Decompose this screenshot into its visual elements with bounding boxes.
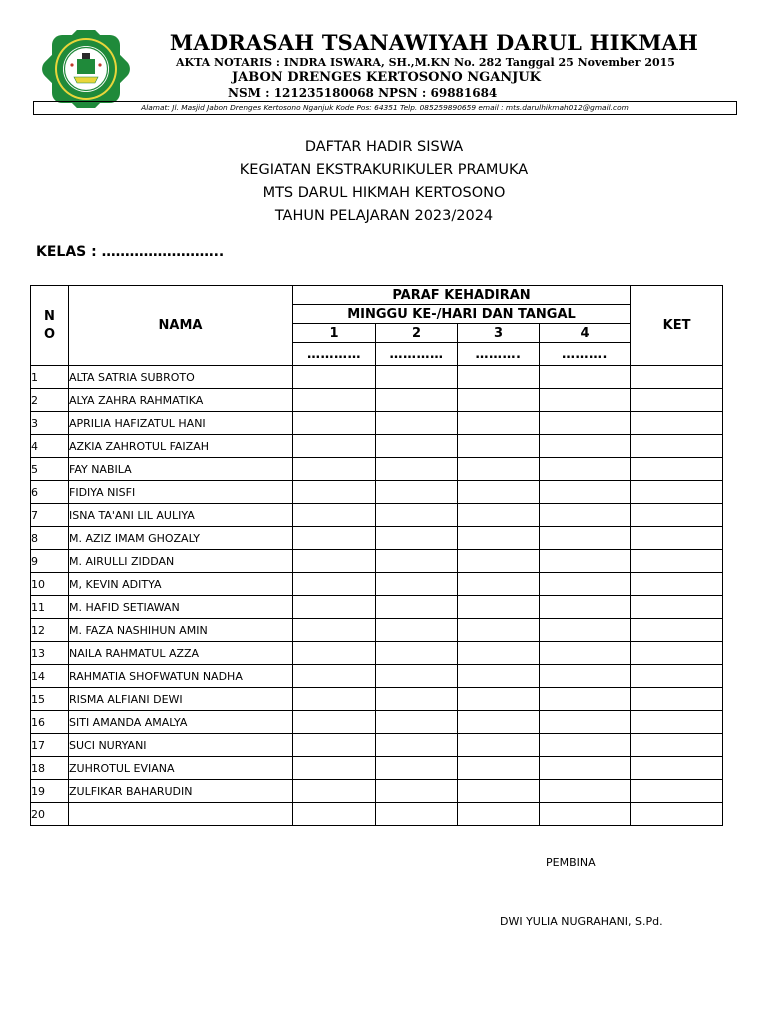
row-number: 17 [31,734,69,757]
header-no: N O [31,286,69,366]
paraf-week-3-cell [458,481,540,504]
paraf-week-2-cell [376,642,458,665]
paraf-week-1-cell [293,527,376,550]
paraf-week-2-cell [376,688,458,711]
row-number: 3 [31,412,69,435]
table-row [31,481,723,504]
table-row [31,780,723,803]
paraf-week-3-cell [458,596,540,619]
paraf-week-1-cell [293,642,376,665]
row-number: 19 [31,780,69,803]
paraf-week-1-cell [293,757,376,780]
paraf-week-2-cell [376,734,458,757]
header-week-2: 2 [376,324,458,343]
paraf-week-1-cell [293,573,376,596]
paraf-week-1-cell [293,734,376,757]
paraf-week-2-cell [376,366,458,389]
ket-cell [631,711,723,734]
header-week-date-3: ………. [458,343,540,366]
table-row [31,642,723,665]
row-number: 8 [31,527,69,550]
paraf-week-3-cell [458,366,540,389]
paraf-week-1-cell [293,504,376,527]
paraf-week-1-cell [293,435,376,458]
paraf-week-2-cell [376,780,458,803]
header-week-date-2: ………… [376,343,458,366]
row-number: 11 [31,596,69,619]
header-week-3: 3 [458,324,540,343]
paraf-week-2-cell [376,711,458,734]
student-name: M. AZIZ IMAM GHOZALY [69,527,293,550]
ket-cell [631,435,723,458]
table-row [31,711,723,734]
paraf-week-2-cell [376,389,458,412]
row-number: 5 [31,458,69,481]
row-number: 2 [31,389,69,412]
row-number: 10 [31,573,69,596]
ket-cell [631,527,723,550]
ket-cell [631,780,723,803]
ket-cell [631,688,723,711]
paraf-week-2-cell [376,803,458,826]
paraf-week-1-cell [293,481,376,504]
paraf-week-4-cell [540,366,631,389]
row-number: 7 [31,504,69,527]
row-number: 16 [31,711,69,734]
attendance-table [30,285,723,826]
header-nama: NAMA [69,286,293,366]
ket-cell [631,596,723,619]
paraf-week-4-cell [540,734,631,757]
student-name [69,803,293,826]
paraf-week-2-cell [376,458,458,481]
row-number: 20 [31,803,69,826]
ket-cell [631,481,723,504]
table-row [31,366,723,389]
paraf-week-3-cell [458,688,540,711]
paraf-week-4-cell [540,757,631,780]
paraf-week-1-cell [293,458,376,481]
row-number: 13 [31,642,69,665]
paraf-week-3-cell [458,504,540,527]
ket-cell [631,642,723,665]
paraf-week-1-cell [293,550,376,573]
paraf-week-3-cell [458,435,540,458]
paraf-week-3-cell [458,711,540,734]
paraf-week-1-cell [293,780,376,803]
paraf-week-4-cell [540,550,631,573]
paraf-week-1-cell [293,366,376,389]
paraf-week-4-cell [540,389,631,412]
row-number: 14 [31,665,69,688]
student-name: SUCI NURYANI [69,734,293,757]
school-location: JABON DRENGES KERTOSONO NGANJUK [232,70,541,85]
student-name: FAY NABILA [69,458,293,481]
class-field: KELAS : …………………….. [36,244,225,260]
paraf-week-4-cell [540,619,631,642]
signature-role: PEMBINA [546,856,596,869]
header-week-4: 4 [540,324,631,343]
table-row [31,619,723,642]
student-name: SITI AMANDA AMALYA [69,711,293,734]
table-row [31,458,723,481]
row-number: 6 [31,481,69,504]
student-name: M. AIRULLI ZIDDAN [69,550,293,573]
paraf-week-2-cell [376,573,458,596]
row-number: 4 [31,435,69,458]
paraf-week-4-cell [540,596,631,619]
student-name: RISMA ALFIANI DEWI [69,688,293,711]
header-minggu: MINGGU KE-/HARI DAN TANGAL [293,305,631,324]
paraf-week-2-cell [376,412,458,435]
paraf-week-3-cell [458,734,540,757]
ket-cell [631,458,723,481]
paraf-week-4-cell [540,458,631,481]
paraf-week-3-cell [458,803,540,826]
paraf-week-3-cell [458,458,540,481]
ket-cell [631,504,723,527]
row-number: 1 [31,366,69,389]
paraf-week-2-cell [376,757,458,780]
paraf-week-4-cell [540,412,631,435]
table-row [31,550,723,573]
paraf-week-3-cell [458,757,540,780]
paraf-week-3-cell [458,412,540,435]
paraf-week-3-cell [458,573,540,596]
row-number: 12 [31,619,69,642]
paraf-week-4-cell [540,780,631,803]
student-name: RAHMATIA SHOFWATUN NADHA [69,665,293,688]
paraf-week-2-cell [376,665,458,688]
row-number: 9 [31,550,69,573]
ket-cell [631,366,723,389]
student-name: NAILA RAHMATUL AZZA [69,642,293,665]
student-name: M. HAFID SETIAWAN [69,596,293,619]
paraf-week-2-cell [376,481,458,504]
paraf-week-4-cell [540,803,631,826]
school-name: MADRASAH TSANAWIYAH DARUL HIKMAH [169,30,699,55]
paraf-week-4-cell [540,711,631,734]
ket-cell [631,412,723,435]
paraf-week-1-cell [293,665,376,688]
header-paraf-kehadiran: PARAF KEHADIRAN [293,286,631,305]
ket-cell [631,619,723,642]
document-title [0,136,768,228]
paraf-week-4-cell [540,665,631,688]
row-number: 15 [31,688,69,711]
table-row [31,596,723,619]
header-week-date-4: ………. [540,343,631,366]
paraf-week-3-cell [458,550,540,573]
paraf-week-4-cell [540,573,631,596]
title-line-1: DAFTAR HADIR SISWA [304,139,464,155]
paraf-week-3-cell [458,780,540,803]
paraf-week-3-cell [458,527,540,550]
student-name: ISNA TA'ANI LIL AULIYA [69,504,293,527]
student-name: AZKIA ZAHROTUL FAIZAH [69,435,293,458]
paraf-week-3-cell [458,619,540,642]
paraf-week-1-cell [293,711,376,734]
student-name: M, KEVIN ADITYA [69,573,293,596]
ket-cell [631,734,723,757]
school-logo [40,30,132,108]
paraf-week-3-cell [458,665,540,688]
signature-name: DWI YULIA NUGRAHANI, S.Pd. [500,915,663,928]
paraf-week-4-cell [540,642,631,665]
row-number: 18 [31,757,69,780]
notary-deed: AKTA NOTARIS : INDRA ISWARA, SH.,M.KN No. 282 Tanggal 25 November 2015 [176,56,675,69]
paraf-week-2-cell [376,435,458,458]
title-line-3: MTS DARUL HIKMAH KERTOSONO [262,185,506,201]
paraf-week-3-cell [458,389,540,412]
table-row [31,504,723,527]
paraf-week-2-cell [376,550,458,573]
table-row [31,757,723,780]
paraf-week-4-cell [540,688,631,711]
table-row [31,573,723,596]
student-name: ALTA SATRIA SUBROTO [69,366,293,389]
school-address: Alamat: Jl. Masjid Jabon Drenges Kertosono Nganjuk Kode Pos: 64351 Telp. 085259890659 email : mts.darulhikmah012@gmail.com [33,101,737,115]
paraf-week-3-cell [458,642,540,665]
student-name: M. FAZA NASHIHUN AMIN [69,619,293,642]
table-row [31,803,723,826]
paraf-week-1-cell [293,803,376,826]
paraf-week-1-cell [293,619,376,642]
ket-cell [631,665,723,688]
student-name: ALYA ZAHRA RAHMATIKA [69,389,293,412]
ket-cell [631,389,723,412]
table-row [31,688,723,711]
header-ket: KET [631,286,723,366]
paraf-week-1-cell [293,688,376,711]
paraf-week-1-cell [293,389,376,412]
table-row [31,412,723,435]
paraf-week-4-cell [540,504,631,527]
table-row [31,435,723,458]
paraf-week-2-cell [376,504,458,527]
title-line-2: KEGIATAN EKSTRAKURIKULER PRAMUKA [239,162,529,178]
school-nsm-npsn: NSM : 121235180068 NPSN : 69881684 [228,86,498,100]
paraf-week-4-cell [540,481,631,504]
table-row [31,389,723,412]
header-week-date-1: ………… [293,343,376,366]
table-row [31,665,723,688]
paraf-week-4-cell [540,435,631,458]
student-name: ZUHROTUL EVIANA [69,757,293,780]
paraf-week-2-cell [376,527,458,550]
paraf-week-1-cell [293,412,376,435]
paraf-week-4-cell [540,527,631,550]
paraf-week-2-cell [376,596,458,619]
header-week-1: 1 [293,324,376,343]
ket-cell [631,803,723,826]
title-line-4: TAHUN PELAJARAN 2023/2024 [274,208,494,224]
student-name: FIDIYA NISFI [69,481,293,504]
student-name: APRILIA HAFIZATUL HANI [69,412,293,435]
ket-cell [631,550,723,573]
ket-cell [631,757,723,780]
table-row [31,527,723,550]
student-name: ZULFIKAR BAHARUDIN [69,780,293,803]
paraf-week-2-cell [376,619,458,642]
ket-cell [631,573,723,596]
table-row [31,734,723,757]
paraf-week-1-cell [293,596,376,619]
